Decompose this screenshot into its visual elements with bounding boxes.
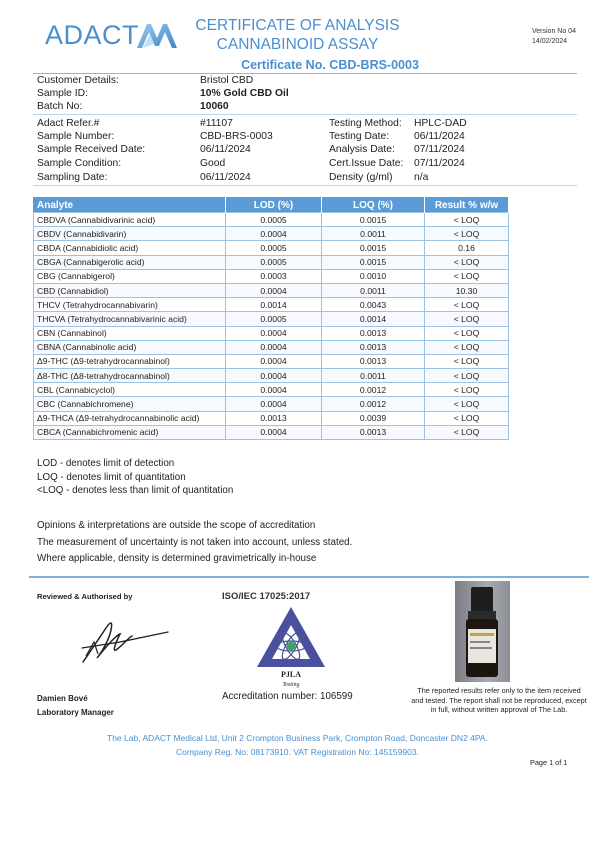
analysis-date-label: Analysis Date:: [329, 144, 395, 155]
method-label: Testing Method:: [329, 118, 402, 129]
results-table-body: [34, 213, 509, 440]
lod-cell: 0.0004: [226, 369, 322, 383]
column-header-loq: LOQ (%): [322, 198, 425, 213]
analyte-cell: CBDA (Cannabidiolic acid): [34, 241, 226, 255]
condition-label: Sample Condition:: [37, 158, 122, 169]
column-header-lod: LOD (%): [226, 198, 322, 213]
note-density: Where applicable, density is determined gravimetrically in-house: [37, 553, 317, 564]
lod-cell: 0.0005: [226, 312, 322, 326]
loq-cell: 0.0011: [322, 227, 425, 241]
table-row: [34, 312, 509, 326]
signature-icon: [80, 612, 175, 667]
lod-cell: 0.0004: [226, 340, 322, 354]
lod-cell: 0.0004: [226, 227, 322, 241]
note-loq: LOQ - denotes limit of quantitation: [37, 471, 186, 483]
lod-cell: 0.0004: [226, 425, 322, 439]
analyte-cell: CBG (Cannabigerol): [34, 269, 226, 283]
result-cell: < LOQ: [425, 312, 509, 326]
result-cell: < LOQ: [425, 340, 509, 354]
result-cell: < LOQ: [425, 425, 509, 439]
note-lt-loq: <LOQ - denotes less than limit of quantitation: [37, 485, 234, 496]
lod-cell: 0.0004: [226, 283, 322, 297]
batch-label: Batch No:: [37, 101, 83, 112]
testing-date-label: Testing Date:: [329, 131, 390, 142]
loq-cell: 0.0014: [322, 312, 425, 326]
report-disclaimer: The reported results refer only to the item received and tested. The report shall not be reproduced, except in full, without written approval of The Lab.: [411, 686, 587, 714]
table-row: [34, 354, 509, 368]
analyte-cell: THCVA (Tetrahydrocannabivarinic acid): [34, 312, 226, 326]
document-title: CERTIFICATE OF ANALYSIS: [195, 17, 400, 34]
analysis-date-value: 07/11/2024: [414, 144, 465, 155]
analyte-cell: CBN (Cannabinol): [34, 326, 226, 340]
table-row: [34, 369, 509, 383]
result-cell: < LOQ: [425, 298, 509, 312]
analyte-cell: Δ9-THC (Δ9-tetrahydrocannabinol): [34, 354, 226, 368]
loq-cell: 0.0013: [322, 354, 425, 368]
table-row: [34, 411, 509, 425]
loq-cell: 0.0043: [322, 298, 425, 312]
signatory-role: Laboratory Manager: [37, 708, 114, 717]
details-bottom-divider: [33, 185, 577, 186]
version-info: [532, 27, 576, 46]
results-table: [33, 197, 509, 440]
table-row: [34, 241, 509, 255]
testing-date-value: 06/11/2024: [414, 131, 465, 142]
column-header-analyte: Analyte: [34, 198, 226, 213]
analyte-cell: CBCA (Cannabichromenic acid): [34, 425, 226, 439]
iso-standard: ISO/IEC 17025:2017: [222, 591, 311, 602]
loq-cell: 0.0015: [322, 213, 425, 227]
analyte-cell: CBNA (Cannabinolic acid): [34, 340, 226, 354]
result-cell: < LOQ: [425, 269, 509, 283]
density-label: Density (g/ml): [329, 172, 393, 183]
abbreviation-notes: [37, 457, 233, 498]
table-row: [34, 213, 509, 227]
certificate-number: Certificate No. CBD-BRS-0003: [241, 58, 419, 72]
pjla-logo-subtext: Testing: [282, 682, 300, 688]
analyte-cell: CBDV (Cannabidivarin): [34, 227, 226, 241]
lod-cell: 0.0003: [226, 269, 322, 283]
received-date-label: Sample Received Date:: [37, 144, 146, 155]
table-row: [34, 269, 509, 283]
sample-number-label: Sample Number:: [37, 131, 115, 142]
sampling-date-label: Sampling Date:: [37, 172, 108, 183]
analyte-cell: CBL (Cannabicyclol): [34, 383, 226, 397]
lod-cell: 0.0005: [226, 213, 322, 227]
table-row: [34, 227, 509, 241]
table-row: [34, 298, 509, 312]
footer-company-info: Company Reg. No: 08173910. VAT Registration No: 145159903.: [176, 747, 419, 757]
lod-cell: 0.0004: [226, 383, 322, 397]
table-row: [34, 425, 509, 439]
lod-cell: 0.0014: [226, 298, 322, 312]
lod-cell: 0.0005: [226, 241, 322, 255]
batch-value: 10060: [200, 101, 229, 112]
result-cell: < LOQ: [425, 397, 509, 411]
loq-cell: 0.0039: [322, 411, 425, 425]
loq-cell: 0.0013: [322, 425, 425, 439]
note-opinions: Opinions & interpretations are outside the scope of accreditation: [37, 520, 316, 531]
result-cell: < LOQ: [425, 383, 509, 397]
table-row: [34, 383, 509, 397]
page-number: Page 1 of 1: [530, 758, 568, 767]
result-cell: 10.30: [425, 283, 509, 297]
method-value: HPLC-DAD: [414, 118, 467, 129]
pjla-logo-text: PJLA: [281, 670, 301, 679]
sample-number-value: CBD-BRS-0003: [200, 131, 273, 142]
analyte-cell: CBC (Cannabichromene): [34, 397, 226, 411]
version-number: Version No 04: [532, 28, 576, 35]
loq-cell: 0.0012: [322, 383, 425, 397]
lod-cell: 0.0004: [226, 397, 322, 411]
signatory-name: Damien Bové: [37, 694, 88, 703]
version-date: 14/02/2024: [532, 37, 568, 45]
result-cell: < LOQ: [425, 255, 509, 269]
issue-date-value: 07/11/2024: [414, 158, 465, 169]
company-logo-text: ADACT: [45, 20, 140, 50]
loq-cell: 0.0011: [322, 283, 425, 297]
lod-cell: 0.0005: [226, 255, 322, 269]
customer-value: Bristol CBD: [200, 75, 254, 86]
loq-cell: 0.0012: [322, 397, 425, 411]
analyte-cell: Δ8-THC (Δ8-tetrahydrocannabinol): [34, 369, 226, 383]
loq-cell: 0.0015: [322, 241, 425, 255]
sample-id-value: 10% Gold CBD Oil: [200, 88, 289, 99]
issue-date-label: Cert.Issue Date:: [329, 158, 404, 169]
header-divider: [33, 73, 577, 74]
sampling-date-value: 06/11/2024: [200, 172, 251, 183]
signoff-divider: [29, 576, 589, 578]
analyte-cell: CBGA (Cannabigerolic acid): [34, 255, 226, 269]
analyte-cell: THCV (Tetrahydrocannabivarin): [34, 298, 226, 312]
note-uncertainty: The measurement of uncertainty is not taken into account, unless stated.: [37, 536, 353, 548]
reviewed-label: Reviewed & Authorised by: [37, 592, 133, 601]
pjla-logo-icon: [255, 605, 327, 689]
analyte-cell: Δ9-THCA (Δ9-tetrahydrocannabinolic acid): [34, 411, 226, 425]
lod-cell: 0.0013: [226, 411, 322, 425]
sample-id-label: Sample ID:: [37, 88, 88, 99]
column-header-result: Result % w/w: [425, 198, 509, 213]
adact-ref-label: Adact Refer.#: [37, 118, 100, 129]
table-header-row: [34, 198, 509, 213]
table-row: [34, 397, 509, 411]
condition-value: Good: [200, 158, 226, 169]
loq-cell: 0.0015: [322, 255, 425, 269]
analyte-cell: CBDVA (Cannabidivarinic acid): [34, 213, 226, 227]
footer-address: The Lab, ADACT Medical Ltd, Unit 2 Crompton Business Park, Crompton Road, Doncaster DN2 4PA.: [107, 733, 488, 743]
result-cell: < LOQ: [425, 354, 509, 368]
loq-cell: 0.0013: [322, 340, 425, 354]
result-cell: < LOQ: [425, 227, 509, 241]
document-subtitle: CANNABINOID ASSAY: [216, 36, 379, 53]
table-row: [34, 340, 509, 354]
details-divider: [33, 114, 577, 115]
product-bottle-image: [455, 581, 510, 682]
scope-notes: [37, 518, 352, 568]
result-cell: < LOQ: [425, 213, 509, 227]
table-row: [34, 326, 509, 340]
result-cell: < LOQ: [425, 326, 509, 340]
table-row: [34, 255, 509, 269]
adact-ref-value: #11107: [200, 118, 233, 129]
table-row: [34, 283, 509, 297]
note-lod: LOD - denotes limit of detection: [37, 458, 175, 469]
customer-label: Customer Details:: [37, 75, 119, 86]
lod-cell: 0.0004: [226, 326, 322, 340]
loq-cell: 0.0011: [322, 369, 425, 383]
lod-cell: 0.0004: [226, 354, 322, 368]
accreditation-number: Accreditation number: 106599: [222, 691, 353, 702]
analyte-cell: CBD (Cannabidiol): [34, 283, 226, 297]
result-cell: < LOQ: [425, 369, 509, 383]
result-cell: 0.16: [425, 241, 509, 255]
loq-cell: 0.0013: [322, 326, 425, 340]
density-value: n/a: [414, 172, 429, 183]
result-cell: < LOQ: [425, 411, 509, 425]
loq-cell: 0.0010: [322, 269, 425, 283]
received-date-value: 06/11/2024: [200, 144, 251, 155]
